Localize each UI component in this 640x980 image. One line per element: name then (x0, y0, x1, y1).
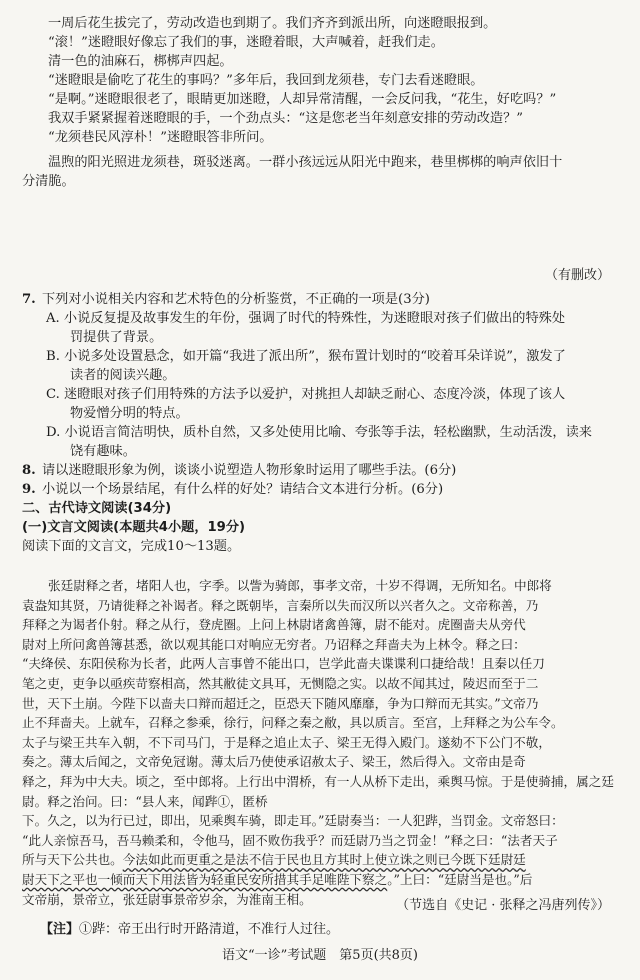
passage-line: 拜释之为谒者仆射。释之从行，登虎圈。上问上林尉诸禽兽簿，尉不能对。虎圈啬夫从旁代 (22, 617, 526, 633)
option-d-cont: 饶有趣味。 (70, 444, 136, 459)
option-c: C. 迷瞪眼对孩子们用特殊的方法予以爱护，对挑担人却缺乏耐心、态度冷淡，体现了该人 (46, 387, 566, 402)
passage-line-wavy-a (22, 850, 622, 870)
story-paragraph: 温煦的阳光照进龙须巷，斑驳迷离。一群小孩远远从阳光中跑来，巷里梆梆的响声依旧十 (48, 155, 563, 170)
question-number: 7. (22, 292, 36, 307)
passage-line: 尉对上所问禽兽簿甚悉，欲以观其能口对响应无穷者。乃诏释之拜啬夫为上林令。释之曰： (22, 636, 526, 652)
subsection-heading: (一)文言文阅读(本题共4小题，19分) (22, 520, 246, 535)
story-paragraph: “龙须巷民风淳朴！”迷瞪眼答非所问。 (48, 130, 273, 145)
story-paragraph: 我双手紧紧握着迷瞪眼的手，一个劲点头：“这是您老当年刻意安排的劳动改造？” (48, 111, 524, 126)
story-paragraph: “滚！”迷瞪眼好像忘了我们的事，迷瞪着眼，大声喊着，赶我们走。 (48, 35, 444, 50)
option-a-cont: 罚提供了背景。 (70, 330, 163, 345)
story-paragraph: “是啊。”迷瞪眼很老了，眼睛更加迷瞪，人却异常清醒，一会反问我，“花生，好吃吗？” (48, 92, 557, 107)
passage-text: 。”上曰：“廷尉当是也。”后 (387, 871, 533, 887)
option-b: B. 小说多处设置悬念，如开篇“我进了派出所”，猴布置计划时的“咬着耳朵详说”，激发了 (46, 349, 566, 364)
passage-line: “此人亲惊吾马，吾马赖柔和，令他马，固不败伤我乎？而廷尉乃当之罚金！”释之曰：“法者天子 (22, 832, 558, 848)
section-heading: 二、古代诗文阅读(34分) (22, 501, 172, 516)
story-paragraph: 清一色的油麻石，梆梆声四起。 (48, 54, 233, 69)
footnote-text: ①跸：帝王出行时开路清道，不准行人过往。 (79, 922, 340, 937)
story-section (22, 14, 622, 191)
question-text: 小说以一个场景结尾，有什么样的好处？请结合文本进行分析。(6分) (42, 482, 444, 497)
passage-source: （节选自《史记 · 张释之冯唐列传》） (396, 898, 610, 913)
question-number: 9. (22, 482, 36, 497)
option-a: A. 小说反复提及故事发生的年份，强调了时代的特殊性，为迷瞪眼对孩子们做出的特殊处 (46, 311, 566, 326)
passage-line: 袁盎知其贤，乃请徙释之补谒者。释之既朝毕，言秦所以失而汉所以兴者久之。文帝称善，乃 (22, 597, 539, 613)
wavy-underlined-text: 今法如此而更重之是法不信于民也且方其时上使立诛之则已今既下廷尉廷 (122, 852, 526, 868)
footnote (40, 918, 339, 937)
passage-line: 奏之。薄太后闻之，文帝免冠谢。薄太后乃使使承诏赦太子、梁王，然后得入。文帝由是奇 (22, 754, 526, 770)
instruction: 阅读下面的文言文，完成10～13题。 (22, 539, 241, 554)
question-number: 8. (22, 463, 36, 478)
passage-line: 文帝崩，景帝立，张廷尉事景帝岁余，为淮南王相。 (22, 891, 312, 907)
story-source: （有删改） (544, 268, 610, 283)
question-stem: 下列对小说相关内容和艺术特色的分析鉴赏，不正确的一项是(3分) (42, 292, 430, 307)
passage-line: 张廷尉释之者，堵阳人也，字季。以訾为骑郎，事孝文帝，十岁不得调，无所知名。中郎将 (48, 578, 552, 593)
passage-line: 释之，拜为中大夫。顷之，至中郎将。上行出中渭桥，有一人从桥下走出，乘舆马惊。于是使骑捕，属之廷尉。释之治问。曰：“县人来，闻跸①，匿桥 (22, 773, 614, 809)
page-footer: 语文“一诊”考试题 第5页(共8页) (222, 948, 418, 963)
passage-text: 所与天下公共也。 (22, 852, 123, 868)
passage-line: 太子与梁王共车入朝，不下司马门，于是释之追止太子、梁王无得入殿门。遂劾不下公门不敬， (22, 734, 551, 750)
passage-line: 笔之吏，吏争以亟疾苛察相高，然其敝徒文具耳，无恻隐之实。以故不闻其过，陵迟而至于二 (22, 675, 539, 691)
option-c-cont: 物爱憎分明的特点。 (70, 406, 189, 421)
option-d: D. 小说语言简洁明快，质朴自然，又多处使用比喻、夸张等手法，轻松幽默，生动活泼，读来 (46, 425, 592, 440)
footnote-label: 【注】 (40, 922, 80, 937)
story-paragraph: “迷瞪眼是偷吃了花生的事吗？”多年后，我回到龙须巷，专门去看迷瞪眼。 (48, 73, 484, 88)
wavy-underlined-text: 尉天下之平也一倾而天下用法皆为轻重民安所措其手足唯陛下察之 (22, 871, 388, 887)
story-paragraph: 一周后花生拔完了，劳动改造也到期了。我们齐齐到派出所，向迷瞪眼报到。 (48, 16, 497, 31)
passage-line: 止不拜啬夫。上就车，召释之参乘，徐行，问释之秦之敝，具以质言。至宫，上拜释之为公车令。 (22, 715, 564, 731)
questions-section (22, 290, 622, 556)
story-paragraph-cont: 分清脆。 (22, 174, 75, 189)
passage-line: 下。久之，以为行已过，即出，见乘舆车骑，即走耳。”廷尉奏当：一人犯跸，当罚金。文帝怒曰： (22, 813, 564, 829)
question-text: 请以迷瞪眼形象为例，谈谈小说塑造人物形象时运用了哪些手法。(6分) (42, 463, 457, 478)
passage-line-wavy-b (22, 870, 622, 890)
passage-line: “夫绛侯、东阳侯称为长者，此两人言事曾不能出口，岂学此啬夫谍谍利口捷给哉！且秦以任刀 (22, 656, 545, 672)
classical-passage (22, 576, 622, 909)
option-b-cont: 读者的阅读兴趣。 (70, 368, 176, 383)
passage-line: 世，天下土崩。今陛下以啬夫口辩而超迁之，臣恐天下随风靡靡，争为口辩而无其实。”文帝乃 (22, 695, 539, 711)
